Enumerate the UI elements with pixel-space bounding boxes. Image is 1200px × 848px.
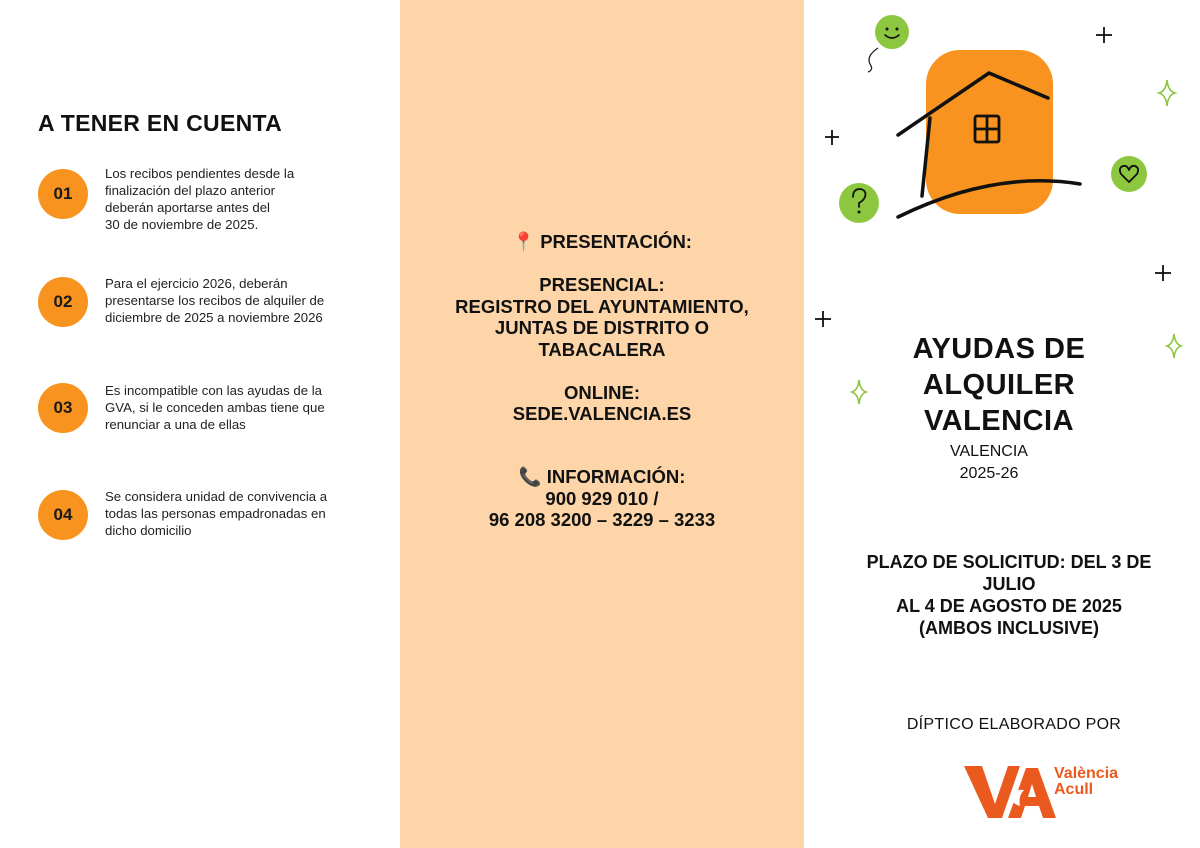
- note-number-badge: 03: [38, 383, 88, 433]
- city-label: VALENCIA: [950, 443, 1028, 460]
- info-heading: 📞 INFORMACIÓN:: [518, 466, 686, 487]
- logo-mark-icon: [962, 760, 1057, 826]
- deadline-text: PLAZO DE SOLICITUD: DEL 3 DE JULIO AL 4 DE AGOSTO DE 2025 (AMBOS INCLUSIVE): [866, 552, 1152, 638]
- presencial-line: TABACALERA: [538, 338, 666, 360]
- note-number-badge: 04: [38, 490, 88, 540]
- sparkle-icon: [852, 380, 866, 404]
- question-icon: [839, 183, 879, 223]
- period-label: 2025-26: [959, 465, 1019, 482]
- smiley-icon: [875, 15, 909, 49]
- valencia-acull-logo: [962, 760, 1132, 830]
- note-text: Se considera unidad de convivencia a todas las personas empadronadas en dicho domicilio: [105, 489, 328, 538]
- note-item: [38, 275, 368, 335]
- contact-info: [400, 466, 804, 531]
- presencial-label: PRESENCIAL:: [539, 274, 665, 295]
- presencial-line: REGISTRO DEL AYUNTAMIENTO,: [455, 295, 749, 317]
- note-item: [38, 488, 368, 548]
- note-text: Es incompatible con las ayudas de la GVA, si le conceden ambas tiene que renunciar a una de ellas: [105, 383, 325, 432]
- presencial-line: JUNTAS DE DISTRITO O: [494, 317, 710, 338]
- plus-icon: [1096, 27, 1112, 43]
- logo-name: València Acull: [1054, 765, 1119, 798]
- plus-icon: [815, 311, 831, 327]
- online-label: ONLINE:: [563, 381, 641, 403]
- sparkle-icon: [1167, 334, 1181, 358]
- note-text: Los recibos pendientes desde la finalización del plazo anterior deberán aportarse antes del 30 de noviembre de 2025.: [105, 166, 295, 232]
- subtitle: [894, 441, 1084, 485]
- online-link[interactable]: SEDE.VALENCIA.ES: [512, 403, 692, 424]
- note-text: Para el ejercicio 2026, deberán presentarse los recibos de alquiler de diciembre de 2025 a noviembre 2026: [105, 276, 325, 325]
- plus-icon: [825, 130, 839, 145]
- note-number-badge: 01: [38, 169, 88, 219]
- plus-icon: [1155, 265, 1171, 281]
- presentation-heading: 📍 PRESENTACIÓN:: [512, 231, 692, 252]
- sparkle-icon: [1159, 80, 1175, 106]
- middle-panel: [400, 0, 804, 848]
- credit-text: DÍPTICO ELABORADO POR: [906, 716, 1122, 733]
- note-item: [38, 165, 368, 235]
- phone-number: 96 208 3200 – 3229 – 3233: [488, 509, 716, 530]
- heart-icon: [1111, 156, 1147, 192]
- string-doodle: [868, 48, 878, 72]
- left-heading: A TENER EN CUENTA: [38, 110, 283, 136]
- right-panel: [804, 0, 1200, 848]
- left-panel: [0, 0, 400, 848]
- main-title: AYUDAS DE ALQUILER VALENCIA: [912, 333, 1086, 437]
- phone-number: 900 929 010 /: [545, 487, 659, 509]
- note-item: [38, 382, 368, 442]
- note-number-badge: 02: [38, 277, 88, 327]
- presentation-info: [400, 231, 804, 425]
